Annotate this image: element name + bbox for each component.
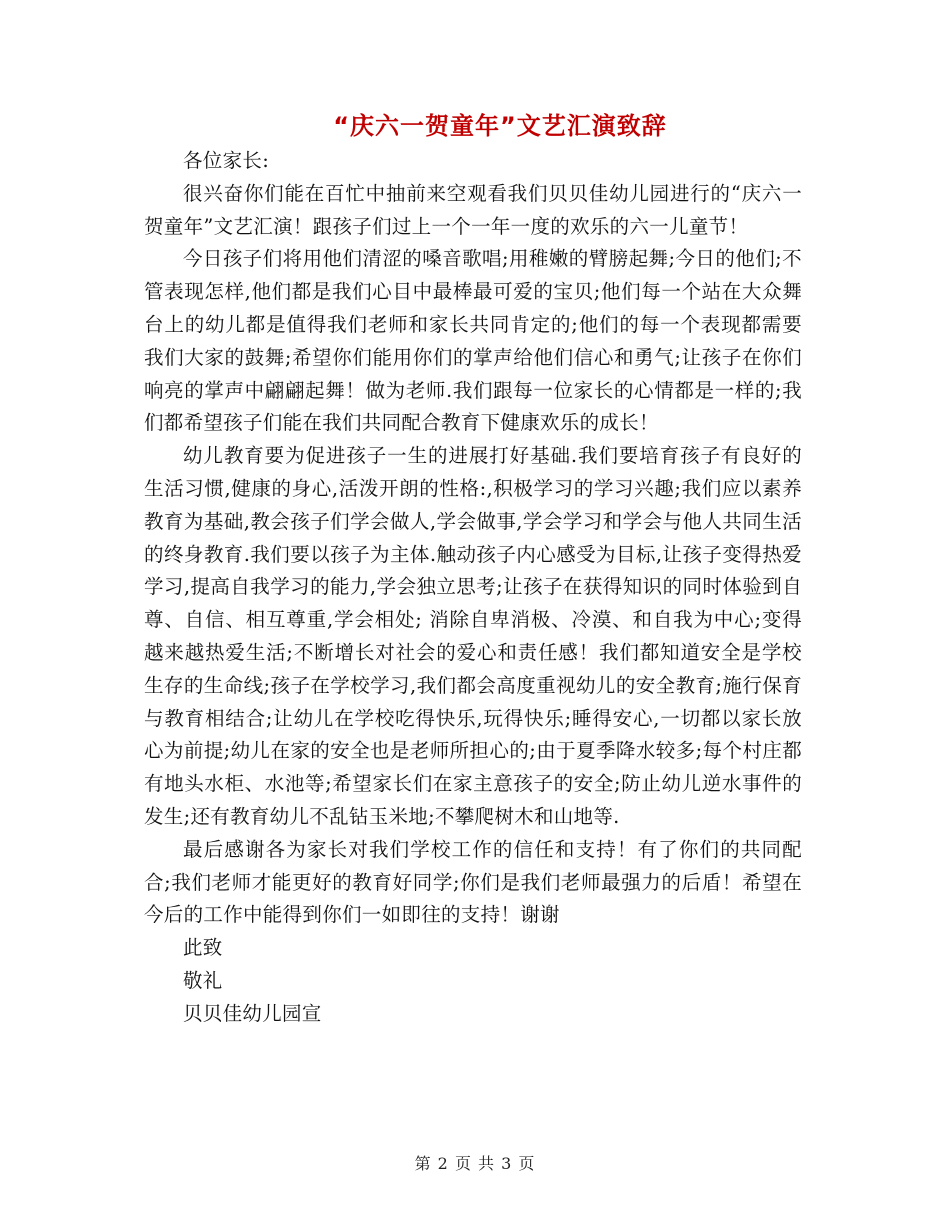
document-body [144,145,802,1031]
paragraph-1: 很兴奋你们能在百忙中抽前来空观看我们贝贝佳幼儿园进行的“庆六一贺童年”文艺汇演！跟孩子们过上一个一年一度的欢乐的六一儿童节！ [144,181,802,238]
salutation: 各位家长: [183,149,270,172]
signature: 贝贝佳幼儿园宣 [183,1001,322,1025]
page-number: 第 2 页 共 3 页 [414,1154,536,1173]
document-title: “庆六一贺童年”文艺汇演致辞 [333,112,667,140]
paragraph-2: 今日孩子们将用他们清涩的嗓音歌唱;用稚嫩的臂膀起舞;今日的他们;不管表现怎样,他们都是我们心目中最棒最可爱的宝贝;他们每一个站在大众舞台上的幼儿都是值得我们老师和家长共同肯定的;他们的每一个表现都需要我们大家的鼓舞;希望你们能用你们的掌声给他们信心和勇气;让孩子在你们响亮的掌声中翩翩起舞！做为老师.我们跟每一位家长的心情都是一样的;我们都希望孩子们能在我们共同配合教育下健康欢乐的成长！ [144,247,802,435]
paragraph-4: 最后感谢各为家长对我们学校工作的信任和支持！有了你们的共同配合;我们老师才能更好的教育好同学;你们是我们老师最强力的后盾！希望在今后的工作中能得到你们一如即往的支持！谢谢 [144,837,802,927]
closing-line-2: 敬礼 [183,968,223,992]
paragraph-3: 幼儿教育要为促进孩子一生的进展打好基础.我们要培育孩子有良好的生活习惯,健康的身心,活泼开朗的性格:,积极学习的学习兴趣;我们应以素养教育为基础,教会孩子们学会做人,学会做事,学会学习和学会与他人共同生活的终身教育.我们要以孩子为主体.触动孩子内心感受为目标,让孩子变得热爱学习,提高自我学习的能力,学会独立思考;让孩子在获得知识的同时体验到自尊、自信、相互尊重,学会相处; 消除自卑消极、冷漠、和自我为中心;变得越来越热爱生活;不断增长对社会的爱心和责任感！我们都知道安全是学校生存的生命线;孩子在学校学习,我们都会高度重视幼儿的安全教育;施行保育与教育相结合;让幼儿在学校吃得快乐,玩得快乐;睡得安心,一切都以家长放心为前提;幼儿在家的安全也是老师所担心的;由于夏季降水较多;每个村庄都有地头水柜、水池等;希望家长们在家主意孩子的安全;防止幼儿逆水事件的发生;还有教育幼儿不乱钻玉米地;不攀爬树木和山地等. [144,444,802,828]
closing-line-1: 此致 [183,936,223,960]
